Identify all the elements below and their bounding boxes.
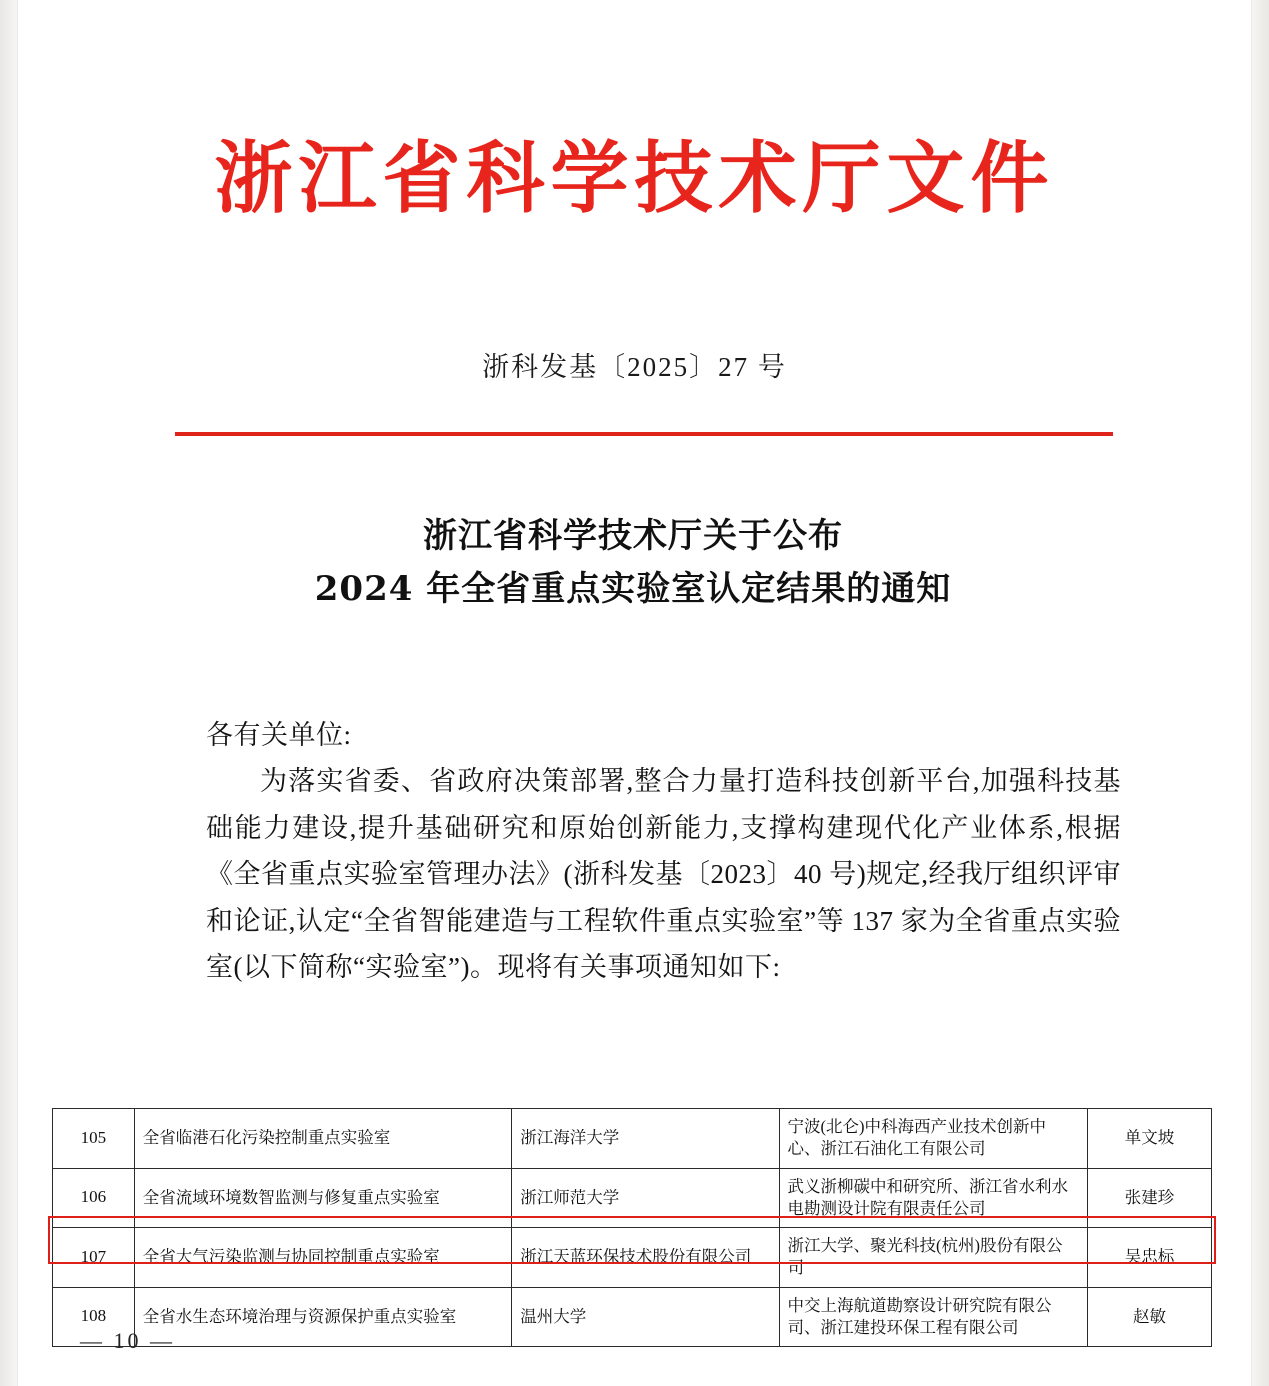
masthead <box>18 133 1251 224</box>
row-lab-name: 全省大气污染监测与协同控制重点实验室 <box>134 1228 512 1288</box>
masthead-title: 浙江省科学技术厅文件 <box>214 133 1055 224</box>
row-cooperating-units: 浙江大学、聚光科技(杭州)股份有限公司 <box>779 1228 1087 1288</box>
row-host-organization: 浙江天蓝环保技术股份有限公司 <box>512 1228 779 1288</box>
table-body <box>53 1109 1212 1347</box>
page-right-edge <box>1251 0 1269 1386</box>
row-cooperating-units: 中交上海航道勘察设计研究院有限公司、浙江建投环保工程有限公司 <box>779 1287 1087 1347</box>
table-row <box>53 1109 1212 1169</box>
body-paragraph: 为落实省委、省政府决策部署,整合力量打造科技创新平台,加强科技基础能力建设,提升基础研究和原始创新能力,支撑构建现代化产业体系,根据《全省重点实验室管理办法》(浙科发基〔2023〕40 号)规定,经我厅组织评审和论证,认定“全省智能建造与工程软件重点实验室”等 137 家为全省重点实验室(以下简称“实验室”)。现将有关事项通知如下: <box>206 766 1121 983</box>
document-sheet <box>18 0 1251 1386</box>
red-divider-rule <box>175 432 1113 436</box>
page-left-edge <box>0 0 18 1386</box>
row-number: 107 <box>53 1228 135 1288</box>
table-row <box>53 1287 1212 1347</box>
body-text <box>206 712 1121 991</box>
row-director: 单文坡 <box>1087 1109 1211 1169</box>
row-cooperating-units: 武义浙柳碳中和研究所、浙江省水利水电勘测设计院有限责任公司 <box>779 1168 1087 1228</box>
laboratory-table-container <box>52 1108 1212 1347</box>
row-host-organization: 温州大学 <box>512 1287 779 1347</box>
salutation: 各有关单位: <box>206 720 352 750</box>
row-number: 105 <box>53 1109 135 1169</box>
row-lab-name: 全省临港石化污染控制重点实验室 <box>134 1109 512 1169</box>
page-title <box>128 510 1138 615</box>
row-director: 吴忠标 <box>1087 1228 1211 1288</box>
row-director: 张建珍 <box>1087 1168 1211 1228</box>
row-cooperating-units: 宁波(北仑)中科海西产业技术创新中心、浙江石油化工有限公司 <box>779 1109 1087 1169</box>
table-row-highlighted <box>53 1228 1212 1288</box>
row-number: 108 <box>53 1287 135 1347</box>
row-lab-name: 全省流域环境数智监测与修复重点实验室 <box>134 1168 512 1228</box>
row-lab-name: 全省水生态环境治理与资源保护重点实验室 <box>134 1287 512 1347</box>
row-director: 赵敏 <box>1087 1287 1211 1347</box>
row-host-organization: 浙江师范大学 <box>512 1168 779 1228</box>
row-number: 106 <box>53 1168 135 1228</box>
document-number: 浙科发基〔2025〕27 号 <box>482 352 787 382</box>
row-host-organization: 浙江海洋大学 <box>512 1109 779 1169</box>
headline-line-1: 浙江省科学技术厅关于公布 <box>423 516 843 556</box>
laboratory-table <box>52 1108 1212 1347</box>
headline-line-2: 2024 年全省重点实验室认定结果的通知 <box>314 568 952 609</box>
table-row <box>53 1168 1212 1228</box>
page-number-footer: — 10 — <box>80 1328 175 1353</box>
